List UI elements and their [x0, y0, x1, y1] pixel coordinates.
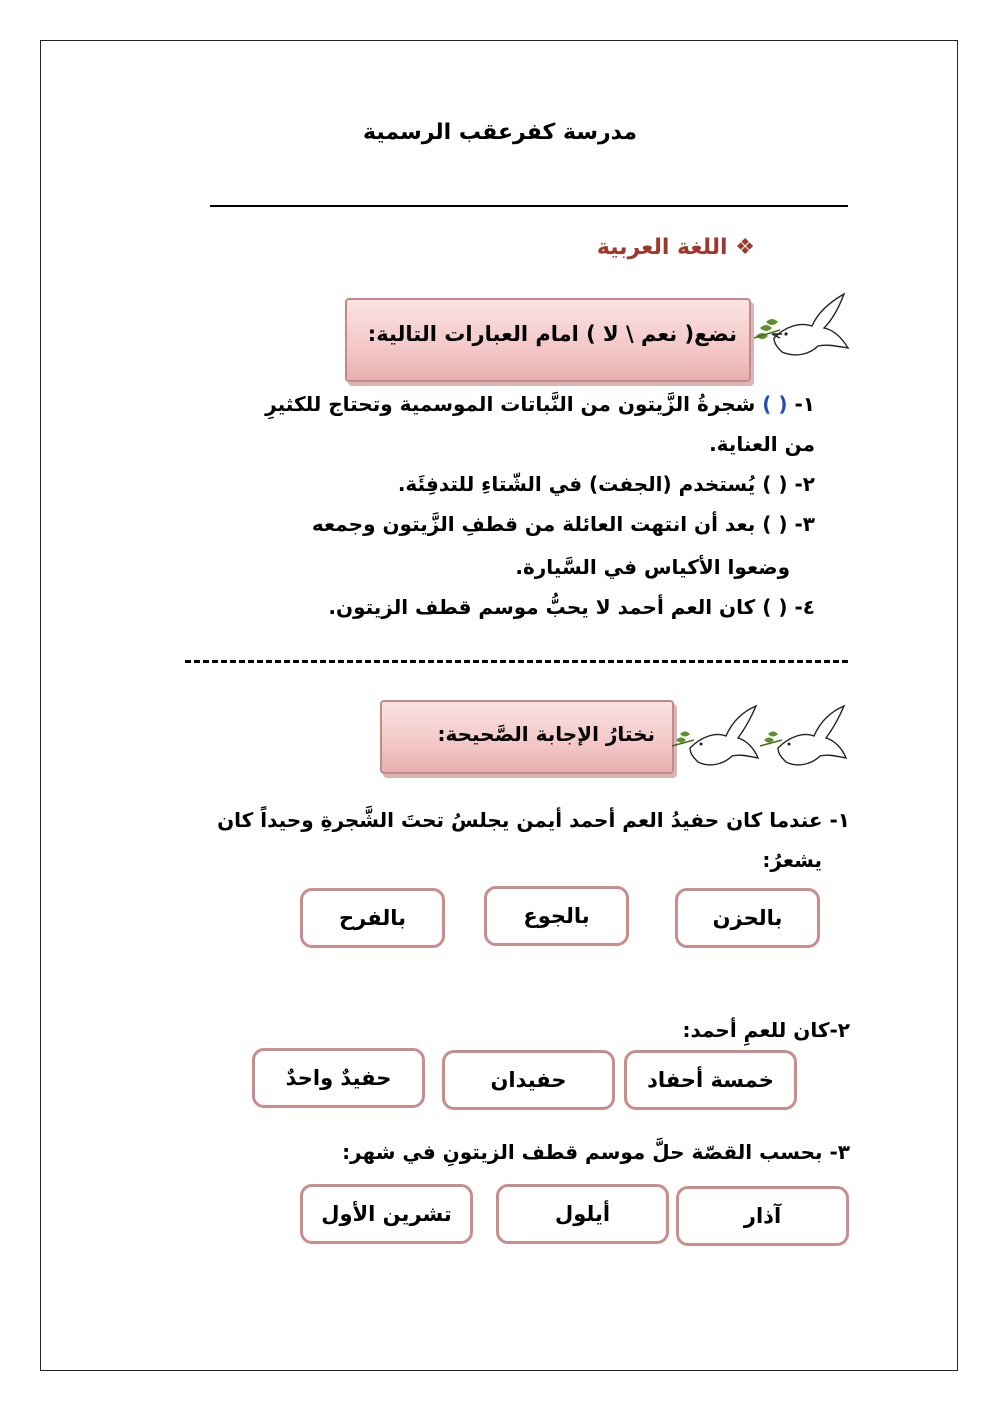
q3-option-3[interactable]: تشرين الأول [300, 1184, 473, 1244]
q3-option-2[interactable]: أيلول [496, 1184, 669, 1244]
diamond-bullet-icon: ❖ [735, 235, 755, 260]
section-divider [185, 660, 848, 663]
q2-option-2[interactable]: حفيدان [442, 1050, 615, 1110]
q2-option-3[interactable]: حفيدٌ واحدٌ [252, 1048, 425, 1108]
statement-3-line2: وضعوا الأكياس في السَّيارة. [515, 555, 790, 579]
question-1: ١- عندما كان حفيدُ العم أحمد أيمن يجلسُ تحتَ الشَّجرةِ وحيداً كان [217, 808, 850, 832]
answer-blank-4[interactable]: ( ) [762, 595, 788, 619]
q1-option-2[interactable]: بالجوع [484, 886, 629, 946]
header-divider [210, 205, 848, 207]
statement-4: ٤- ( ) كان العم أحمد لا يحبُّ موسم قطف الزيتون. [328, 595, 815, 619]
school-name: مدرسة كفرعقب الرسمية [363, 120, 637, 145]
statement-1: ١- ( ) شجرةُ الزَّيتون من النَّباتات الموسمية وتحتاج للكثيرِ [265, 392, 815, 416]
two-doves-icon [670, 700, 850, 780]
subject-title: اللغة العربية [596, 235, 728, 260]
statement-1-line2: من العناية. [709, 432, 815, 456]
answer-blank-3[interactable]: ( ) [762, 512, 788, 536]
q1-option-3[interactable]: بالفرح [300, 888, 445, 948]
q2-option-1[interactable]: خمسة أحفاد [624, 1050, 797, 1110]
dove-icon [752, 288, 852, 366]
instruction-2: نختارُ الإجابة الصَّحيحة: [437, 722, 655, 746]
question-2: ٢-كان للعمِ أحمد: [682, 1018, 850, 1042]
subject-heading [597, 235, 755, 260]
instruction-1: نضع( نعم \ لا ) امام العبارات التالية: [367, 322, 737, 346]
q3-option-1[interactable]: آذار [676, 1186, 849, 1246]
q1-option-1[interactable]: بالحزن [675, 888, 820, 948]
answer-blank-1[interactable]: ( ) [762, 392, 788, 416]
question-1-line2: يشعرُ: [762, 848, 822, 872]
answer-blank-2[interactable]: ( ) [762, 472, 788, 496]
statement-3: ٣- ( ) بعد أن انتهت العائلة من قطفِ الزَّيتون وجمعه [311, 512, 815, 536]
question-3: ٣- بحسب القصّة حلَّ موسم قطف الزيتونِ في شهر: [342, 1140, 850, 1164]
statement-2: ٢- ( ) يُستخدم (الجفت) في الشّتاءِ للتدفِئَة. [397, 472, 815, 496]
